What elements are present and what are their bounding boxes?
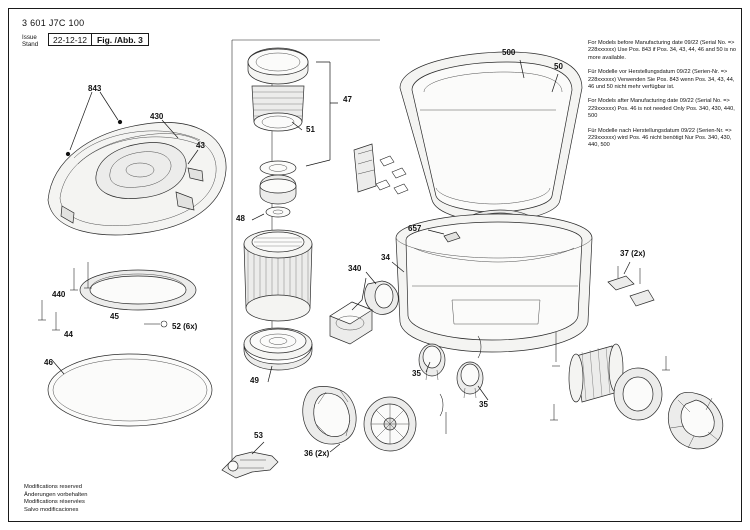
callout-45: 45 [110,312,119,321]
callout-50: 50 [554,62,563,71]
callout-44: 44 [64,330,73,339]
small-hardware [354,144,408,194]
note-1: Für Modelle vor Herstellungsdatum 09/22 (Serien-Nr. => 228xxxxxx) Verwenden Sie Pos. 843 wenn Pos. 34, 43, 44, 46 und 50 nicht mehr verfügbar ist. [588,69,735,91]
issue-label-de: Stand [22,41,39,48]
issue-date: 22-12-12 [48,33,92,46]
part-group-lid [38,122,226,426]
callout-340: 340 [348,264,362,273]
callout-35-right: 35 [479,400,488,409]
part-number: 3 601 J7C 100 [22,18,85,28]
footer-line-3: Salvo modificaciones [24,506,79,513]
callout-46: 46 [44,358,53,367]
callout-37: 37 (2x) [620,249,646,258]
note-2: For Models after Manufacturing date 09/22 (Serial No. => 229xxxxxx) Pos. 46 is not needed Only Pos. 340, 430, 440, 500 [588,98,735,120]
issue-label-en: Issue [22,34,37,41]
part-group-tank [303,52,723,451]
callout-440: 440 [52,290,66,299]
note-3: Für Modelle nach Herstellungsdatum 09/22 (Serien-Nr. => 229xxxxxx) wird Pos. 46 nicht benötigt Nur Pos. 340, 430, 440, 500 [588,127,732,149]
footer-line-2: Modifications réservées [24,499,85,506]
part-group-filter-stack [222,48,312,478]
callout-430: 430 [150,112,164,121]
footer-line-0: Modifications reserved [24,484,82,490]
callout-52: 52 (6x) [172,322,198,331]
callout-51: 51 [306,125,315,134]
footer-line-1: Änderungen vorbehalten [24,491,88,498]
note-0: For Models before Manufacturing date 09/22 (Serial No. => 228xxxxxx) Use Pos. 843 if Pos. 34, 43, 44, 46 and 50 is no more available. [588,40,737,61]
callout-35-left: 35 [412,369,421,378]
figure-label: Fig. /Abb. 3 [91,33,149,46]
callout-48: 48 [236,214,245,223]
callout-43: 43 [196,141,205,150]
callout-657: 657 [408,224,422,233]
callout-500: 500 [502,48,516,57]
callout-843: 843 [88,84,102,93]
callout-49: 49 [250,376,259,385]
callout-53: 53 [254,431,263,440]
callout-34: 34 [381,253,390,262]
callout-47: 47 [343,95,352,104]
callout-36: 36 (2x) [304,449,330,458]
